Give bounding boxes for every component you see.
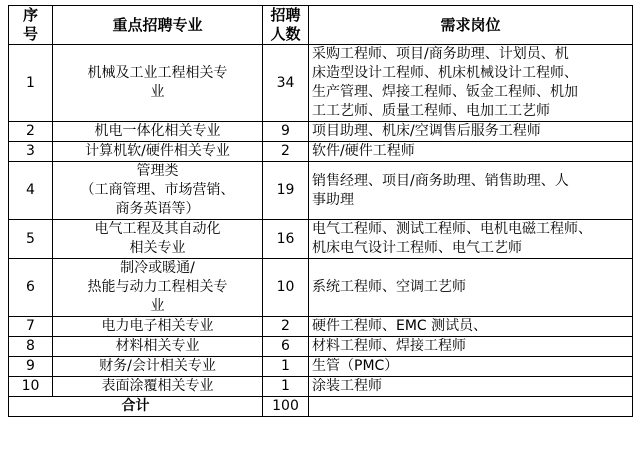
cell-positions-line: 软件/硬件工程师 [312, 143, 415, 159]
cell-positions [309, 259, 633, 317]
cell-count: 10 [263, 259, 309, 317]
cell-major-line: 制冷或暖通/ [120, 260, 195, 276]
total-label: 合计 [9, 397, 263, 417]
cell-major-line: 表面涂覆相关专业 [101, 378, 214, 394]
table-row [9, 220, 633, 259]
cell-major-line: 管理类 [136, 163, 179, 179]
recruitment-table [8, 5, 633, 417]
cell-positions-line: 事助理 [312, 191, 354, 208]
table-row [9, 357, 633, 377]
cell-count: 34 [263, 45, 309, 122]
header-seq [9, 6, 53, 45]
cell-count: 2 [263, 142, 309, 162]
cell-count: 1 [263, 377, 309, 397]
cell-seq: 4 [9, 162, 53, 220]
table-row [9, 317, 633, 337]
cell-positions [309, 357, 633, 377]
cell-major-line: 电气工程及其自动化 [94, 221, 221, 237]
cell-positions [309, 220, 633, 259]
cell-major-line: 机械及工业工程相关专 [87, 65, 228, 81]
header-count-line: 招聘 [270, 6, 301, 24]
cell-positions-line: 床造型设计工程师、机床机械设计工程师、 [312, 65, 578, 81]
cell-major [53, 377, 263, 397]
cell-count: 16 [263, 220, 309, 259]
cell-seq: 1 [9, 45, 53, 122]
header-seq-line: 号 [22, 25, 38, 43]
cell-major [53, 220, 263, 259]
table-row [9, 337, 633, 357]
cell-count: 19 [263, 162, 309, 220]
cell-seq: 10 [9, 377, 53, 397]
cell-major [53, 45, 263, 122]
cell-major-line: 热能与动力工程相关专 [87, 279, 228, 295]
table-row [9, 377, 633, 397]
cell-major-line: 财务/会计相关专业 [99, 358, 216, 374]
cell-positions-line: 项目助理、机床/空调售后服务工程师 [312, 123, 541, 139]
cell-major-line: 材料相关专业 [115, 338, 200, 354]
cell-seq: 5 [9, 220, 53, 259]
cell-positions-line: 系统工程师、空调工艺师 [312, 279, 466, 295]
cell-positions [309, 377, 633, 397]
cell-major [53, 337, 263, 357]
cell-count: 6 [263, 337, 309, 357]
cell-seq: 3 [9, 142, 53, 162]
cell-positions-line: 采购工程师、项目/商务助理、计划员、机 [312, 46, 569, 62]
cell-major-line: 计算机软/硬件相关专业 [85, 143, 230, 159]
cell-major [53, 317, 263, 337]
total-count: 100 [263, 397, 309, 417]
cell-count: 9 [263, 122, 309, 142]
table-row [9, 45, 633, 122]
cell-count: 1 [263, 357, 309, 377]
total-positions [309, 397, 633, 417]
cell-major-line: 业 [150, 298, 165, 314]
cell-major-line: 商务英语等） [115, 201, 200, 217]
header-major: 重点招聘专业 [53, 6, 263, 45]
cell-positions [309, 122, 633, 142]
header-count [263, 6, 309, 45]
cell-major [53, 357, 263, 377]
cell-positions-line: 硬件工程师、EMC 测试员、 [312, 318, 488, 334]
cell-positions-line: 销售经理、项目/商务助理、销售助理、人 [312, 172, 569, 189]
cell-major [53, 259, 263, 317]
cell-major [53, 142, 263, 162]
cell-positions [309, 142, 633, 162]
cell-positions [309, 317, 633, 337]
cell-seq: 7 [9, 317, 53, 337]
cell-seq: 2 [9, 122, 53, 142]
cell-seq: 8 [9, 337, 53, 357]
table-row [9, 142, 633, 162]
cell-positions [309, 45, 633, 122]
header-count-line: 人数 [270, 25, 301, 43]
cell-count: 2 [263, 317, 309, 337]
header-seq-line: 序 [22, 6, 38, 24]
cell-positions [309, 162, 633, 220]
cell-seq: 9 [9, 357, 53, 377]
cell-major-line: 业 [150, 84, 165, 100]
cell-positions-line: 机床电气设计工程师、电气工艺师 [312, 240, 522, 256]
cell-positions-line: 工工艺师、质量工程师、电加工工艺师 [312, 103, 550, 119]
cell-major-line: 相关专业 [129, 240, 186, 256]
cell-major-line: （工商管理、市场营销、 [80, 182, 235, 198]
cell-positions-line: 涂装工程师 [312, 378, 382, 394]
table-row [9, 122, 633, 142]
cell-major [53, 162, 263, 220]
total-row [9, 397, 633, 417]
cell-positions [309, 337, 633, 357]
cell-positions-line: 电气工程师、测试工程师、电机电磁工程师、 [312, 221, 592, 237]
table-row [9, 162, 633, 220]
recruitment-table-container [8, 5, 633, 417]
header-row [9, 6, 633, 45]
cell-positions-line: 材料工程师、焊接工程师 [312, 338, 466, 354]
header-positions: 需求岗位 [309, 6, 633, 45]
cell-major-line: 机电一体化相关专业 [94, 123, 221, 139]
cell-positions-line: 生产管理、焊接工程师、钣金工程师、机加 [312, 84, 578, 100]
cell-positions-line: 生管（PMC） [312, 358, 399, 374]
table-body [9, 45, 633, 417]
cell-major-line: 电力电子相关专业 [101, 318, 214, 334]
table-row [9, 259, 633, 317]
cell-major [53, 122, 263, 142]
cell-seq: 6 [9, 259, 53, 317]
